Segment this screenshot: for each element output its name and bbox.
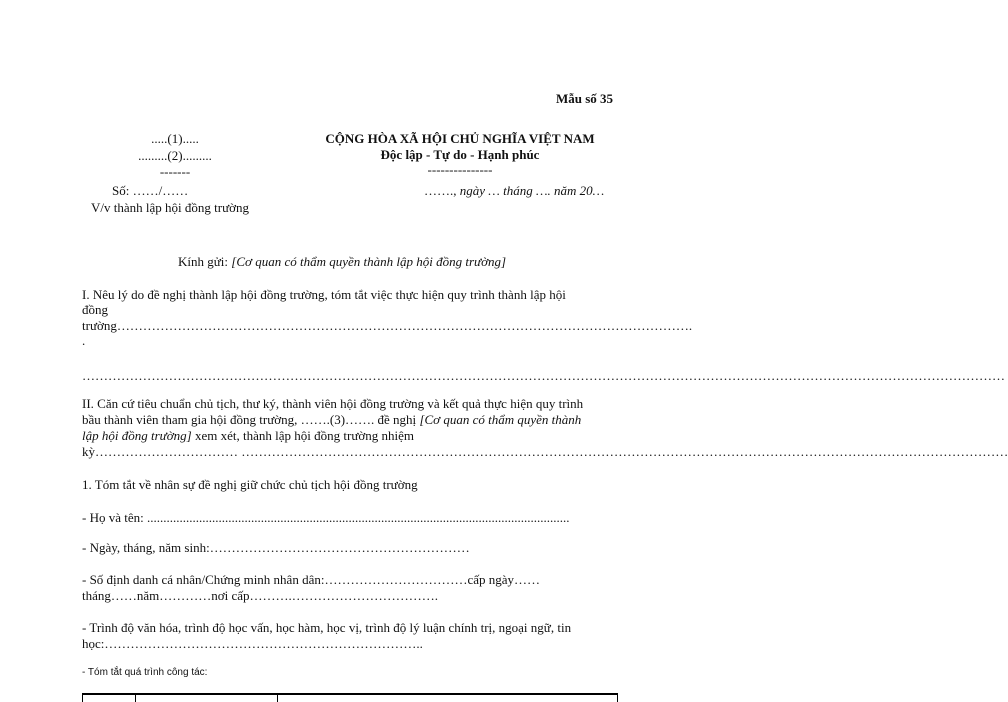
date-of-birth-field: - Ngày, tháng, năm sinh:…………………………………………………… (82, 540, 470, 555)
document-subject: V/v thành lập hội đồng trường (91, 200, 249, 215)
country-name: CỘNG HÒA XÃ HỘI CHỦ NGHĨA VIỆT NAM (325, 131, 595, 146)
section-2-line-2 (82, 412, 581, 427)
table-column-divider (135, 695, 136, 702)
section-2-line-4-label: kỳ (82, 444, 95, 459)
section-2-line-3a: lập hội đồng trường] (82, 428, 192, 443)
full-name-field: - Họ và tên: .................................................................................................................................. (82, 510, 570, 525)
section-1-line-3-label: trường (82, 318, 117, 333)
agency-line-1: .....(1)..... (151, 131, 199, 146)
education-field-line-1: - Trình độ văn hóa, trình độ học vấn, học hàm, học vị, trình độ lý luận chính trị, ngoại ngữ, tin (82, 620, 572, 635)
section-1-line-3 (82, 318, 693, 333)
section-1-line-4: . (82, 333, 86, 348)
section-2-line-2b: [Cơ quan có thẩm quyền thành (419, 412, 582, 427)
section-2-line-3b: xem xét, thành lập hội đồng trường nhiệm (191, 428, 414, 443)
salutation-recipient: [Cơ quan có thẩm quyền thành lập hội đồng trường] (231, 254, 507, 269)
right-header-divider: --------------- (427, 162, 493, 177)
document-number: Số: ……/…… (112, 183, 189, 198)
subsection-1-title: 1. Tóm tắt về nhân sự đề nghị giữ chức chủ tịch hội đồng trường (82, 477, 418, 492)
salutation (178, 254, 506, 269)
section-2-line-1: II. Căn cứ tiêu chuẩn chủ tịch, thư ký, thành viên hội đồng trường và kết quả thực hiện quy trình (82, 396, 584, 411)
education-field-line-2: học:……………………………………………………………….. (82, 636, 423, 651)
section-1-line-5: …………………………………………………………………………………………………………………………………………………………………………………………… (82, 368, 1005, 383)
national-motto: Độc lập - Tự do - Hạnh phúc (380, 147, 540, 162)
section-2-line-2a: bầu thành viên tham gia hội đồng trường, …….(3)……. đề nghị (82, 412, 420, 427)
agency-line-2: .........(2)......... (138, 148, 212, 163)
date-location: ……., (424, 183, 460, 198)
id-number-field-line-1: - Số định danh cá nhân/Chứng minh nhân dân:……………………………cấp ngày…… (82, 572, 541, 587)
id-number-field-line-2: tháng……năm…………nơi cấp……….……………………………. (82, 588, 439, 603)
section-2-line-4-dots: …………………………… …………………………………………………………………………………………………………………………………………………………… (95, 444, 1008, 459)
left-header-divider: ------- (159, 164, 191, 179)
date-text: ngày … tháng …. năm 20… (459, 183, 605, 198)
section-2-line-3 (82, 428, 414, 443)
section-1-line-1: I. Nêu lý do đề nghị thành lập hội đồng trường, tóm tắt việc thực hiện quy trình thành lập hội (82, 287, 566, 302)
section-1-line-3-dots: ……………………………………………………………………………………………………………………. (116, 318, 693, 333)
form-number: Mẫu số 35 (556, 91, 614, 106)
work-summary-label: - Tóm tắt quá trình công tác: (82, 667, 208, 678)
salutation-prefix: Kính gửi: (178, 254, 232, 269)
date-line (424, 183, 604, 198)
table-column-divider (277, 695, 278, 702)
section-2-line-4 (82, 444, 1008, 459)
section-1-line-2: đồng (82, 302, 108, 317)
work-history-table (82, 693, 618, 702)
